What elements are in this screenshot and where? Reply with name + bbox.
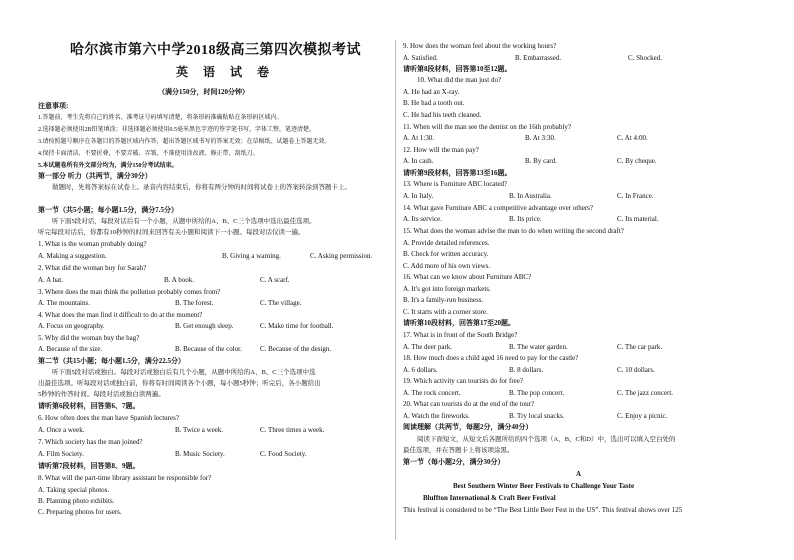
q14-option-c[interactable]: C. Its material. [617,215,659,223]
q15-option-b[interactable]: B. Check for written accuracy. [403,250,489,258]
q1-option-c[interactable]: C. Asking permission. [310,252,373,260]
q1-option-a[interactable]: A. Making a suggestion. [38,252,107,260]
section1-intro: 听完每段对话后，你都有10秒钟的时间来回答有关小题和阅读下一小题。每段对话仅读一遍。 [38,229,305,236]
q13-option-c[interactable]: C. In France. [617,192,654,200]
q7-option-c[interactable]: C. Food Society. [260,450,307,458]
q20-option-c[interactable]: C. Enjoy a picnic. [617,412,668,420]
q13-option-b[interactable]: B. In Australia. [509,192,552,200]
q8-stem: 8. What will the part-time library assistant be responsible for? [38,474,212,482]
q5-stem: 5. Why did the woman buy the bag? [38,334,140,342]
q18-option-b[interactable]: B. 8 dollars. [509,366,544,374]
q12-option-b[interactable]: B. By card. [525,157,557,165]
q5-option-a[interactable]: A. Because of the size. [38,345,103,353]
exam-subtitle: 英 语 试 卷 [176,65,276,79]
q15-stem: 15. What does the woman advise the man to do when writing the second draft? [403,227,624,235]
section2-intro: 出最佳选项。听每段对话或独白前，你将有时间阅读各个小题，每小题5秒钟；听完后，各小题给出 [38,380,321,387]
q19-option-a[interactable]: A. The rock concert. [403,389,461,397]
material-heading: 请听第6段材料，回答第6、7题。 [38,402,140,410]
q13-option-a[interactable]: A. In Italy. [403,192,434,200]
q12-option-c[interactable]: C. By cheque. [617,157,657,165]
part2-intro: 阅读下面短文，从短文后各题所给的四个选项（A、B、C和D）中，选出可以填入空白处的 [417,436,676,443]
passage-title: Best Southern Winter Beer Festivals to Challenge Your Taste [453,482,635,490]
q20-option-b[interactable]: B. Try local snacks. [509,412,565,420]
q20-option-a[interactable]: A. Watch the fireworks. [403,412,470,420]
q20-stem: 20. What can tourists do at the end of the tour? [403,400,535,408]
q4-stem: 4. What does the man find it difficult to do at the moment? [38,311,203,319]
q2-stem: 2. What did the woman buy for Sarah? [38,264,147,272]
section2-heading: 第二节（共15小题；每小题1.5分，满分22.5分） [38,357,185,365]
q16-option-a[interactable]: A. It's got into foreign markets. [403,285,491,293]
q10-option-b[interactable]: B. He had a tooth out. [403,99,465,107]
part1-intro: 做题时，先将答案标在试卷上。录音内容结束后，你将有两分钟的时间将试卷上的答案转涂到答题卡上。 [52,184,351,191]
column-divider [395,40,396,540]
q5-option-b[interactable]: B. Because of the color. [175,345,242,353]
q6-stem: 6. How often does the man have Spanish lectures? [38,414,179,422]
q2-option-c[interactable]: C. A scarf. [260,276,290,284]
notice-item: 3.请按照题号顺序在各题目的答题区域内作答，超出答题区域书写的答案无效；在草稿纸、试题卷上答题无效。 [38,139,331,145]
material-heading: 请听第8段材料，回答第10至12题。 [403,65,512,73]
q7-stem: 7. Which society has the man joined? [38,438,143,446]
exam-title: 哈尔滨市第六中学2018级高三第四次模拟考试 [70,43,361,58]
q3-stem: 3. Where does the man think the pollution probably comes from? [38,288,221,296]
q9-stem: 9. How does the woman feel about the working hours? [403,42,557,50]
q9-option-b[interactable]: B. Embarrassed. [515,54,562,62]
material-heading: 请听第10段材料，回答第17至20题。 [403,319,515,327]
q17-option-a[interactable]: A. The deer park. [403,343,453,351]
q3-option-c[interactable]: C. The village. [260,299,302,307]
q19-stem: 19. Which activity can tourists do for free? [403,377,523,385]
q8-option-b[interactable]: B. Planning photo exhibits. [38,497,115,505]
q9-option-c[interactable]: C. Shocked. [628,54,663,62]
q6-option-b[interactable]: B. Twice a week. [175,426,224,434]
q12-stem: 12. How will the man pay? [403,146,479,154]
q16-option-b[interactable]: B. It's a family-run business. [403,296,484,304]
q19-option-c[interactable]: C. The jazz concert. [617,389,674,397]
material-heading: 请听第7段材料，回答第8、9题。 [38,462,140,470]
q16-option-c[interactable]: C. It starts with a corner store. [403,308,488,316]
q4-option-b[interactable]: B. Get enough sleep. [175,322,234,330]
exam-score: （满分150分，时间120分钟） [158,88,249,96]
q18-stem: 18. How much does a child aged 16 need to pay for the castle? [403,354,579,362]
q16-stem: 16. What can we know about Furniture ABC? [403,273,532,281]
section1-intro: 听下面5段对话，每段对话后有一个小题，从题中所给的A、B、C三个选项中选出最佳选项。 [52,218,316,225]
material-heading: 请听第9段材料，回答第13至16题。 [403,169,512,177]
q8-option-a[interactable]: A. Taking special photos. [38,486,110,494]
q9-option-a[interactable]: A. Satisfied. [403,54,438,62]
part2-heading: 阅读理解（共两节，每题2分，满分40分） [403,423,533,431]
section2-intro: 5秒钟的作答时间。每段对话或独白读两遍。 [38,391,165,398]
q2-option-b[interactable]: B. A book. [164,276,194,284]
q6-option-a[interactable]: A. Once a week. [38,426,85,434]
q11-option-c[interactable]: C. At 4:00. [617,134,648,142]
q10-stem: 10. What did the man just do? [417,76,502,84]
q7-option-a[interactable]: A. Film Society. [38,450,84,458]
passage-text: This festival is considered to be “The Best Little Beer Fest in the US”. This festival shows over 125 [403,506,683,514]
q18-option-a[interactable]: A. 6 dollars. [403,366,438,374]
q10-option-c[interactable]: C. He had his teeth cleaned. [403,111,482,119]
section2-intro: 听下面5段对话或独白。每段对话或独白后有几个小题，从题中所给的A、B、C三个选项中选 [52,369,316,376]
q4-option-c[interactable]: C. Make time for football. [260,322,334,330]
passage-subtitle: Bluffton International & Craft Beer Festival [423,494,556,502]
reading-section1-heading: 第一节（每小题2分，满分30分） [403,458,505,466]
q7-option-b[interactable]: B. Music Society. [175,450,225,458]
q1-option-b[interactable]: B. Giving a warning. [222,252,281,260]
q6-option-c[interactable]: C. Three times a week. [260,426,325,434]
q12-option-a[interactable]: A. In cash. [403,157,434,165]
q1-stem: 1. What is the woman probably doing? [38,240,147,248]
q5-option-c[interactable]: C. Because of the design. [260,345,332,353]
notice-item: 4.保持卡面清洁，不要折叠，不要弄破、弄皱，不准使用涂改液、修正带、刮纸刀。 [38,151,259,157]
q17-stem: 17. What is in front of the South Bridge? [403,331,518,339]
section1-heading: 第一节（共5小题；每小题1.5分，满分7.5分） [38,206,178,214]
q17-option-b[interactable]: B. The water garden. [509,343,568,351]
q15-option-a[interactable]: A. Provide detailed references. [403,239,490,247]
notice-item: 2.选择题必须使用2B铅笔填涂；非选择题必须使用0.5毫米黑色字迹的签字笔书写，字体工整，笔迹清楚。 [38,127,316,133]
q10-option-a[interactable]: A. He had an X-ray. [403,88,460,96]
q17-option-c[interactable]: C. The car park. [617,343,663,351]
passage-letter: A [576,470,582,478]
q11-stem: 11. When will the man see the dentist on the 16th probably? [403,123,571,131]
notice-heading: 注意事项: [38,102,69,110]
q2-option-a[interactable]: A. A hat. [38,276,63,284]
q14-option-b[interactable]: B. Its price. [509,215,542,223]
part2-intro: 最佳选项，并在答题卡上将该项涂黑。 [403,447,514,454]
q3-option-b[interactable]: B. The forest. [175,299,214,307]
q4-option-a[interactable]: A. Focus on geography. [38,322,105,330]
q8-option-c[interactable]: C. Preparing photos for users. [38,508,122,516]
q14-stem: 14. What gave Furniture ABC a competitive advantage over others? [403,204,593,212]
q19-option-b[interactable]: B. The pop concert. [509,389,565,397]
q11-option-b[interactable]: B. At 3:30. [525,134,556,142]
q3-option-a[interactable]: A. The mountains. [38,299,90,307]
notice-item: 1.答题前，考生先将自己的姓名、准考证号码填写清楚，将条形码准确粘贴在条形码区域内。 [38,115,283,121]
q14-option-a[interactable]: A. Its service. [403,215,442,223]
notice-item: 5.本试题卷所有外文部分均为，满分150分考试结束。 [38,163,178,169]
part1-heading: 第一部分 听力（共两节，满分30分） [38,172,152,180]
q18-option-c[interactable]: C. 10 dollars. [617,366,655,374]
q13-stem: 13. Where is Furniture ABC located? [403,180,508,188]
q11-option-a[interactable]: A. At 1:30. [403,134,435,142]
q15-option-c[interactable]: C. Add more of his own views. [403,262,491,270]
